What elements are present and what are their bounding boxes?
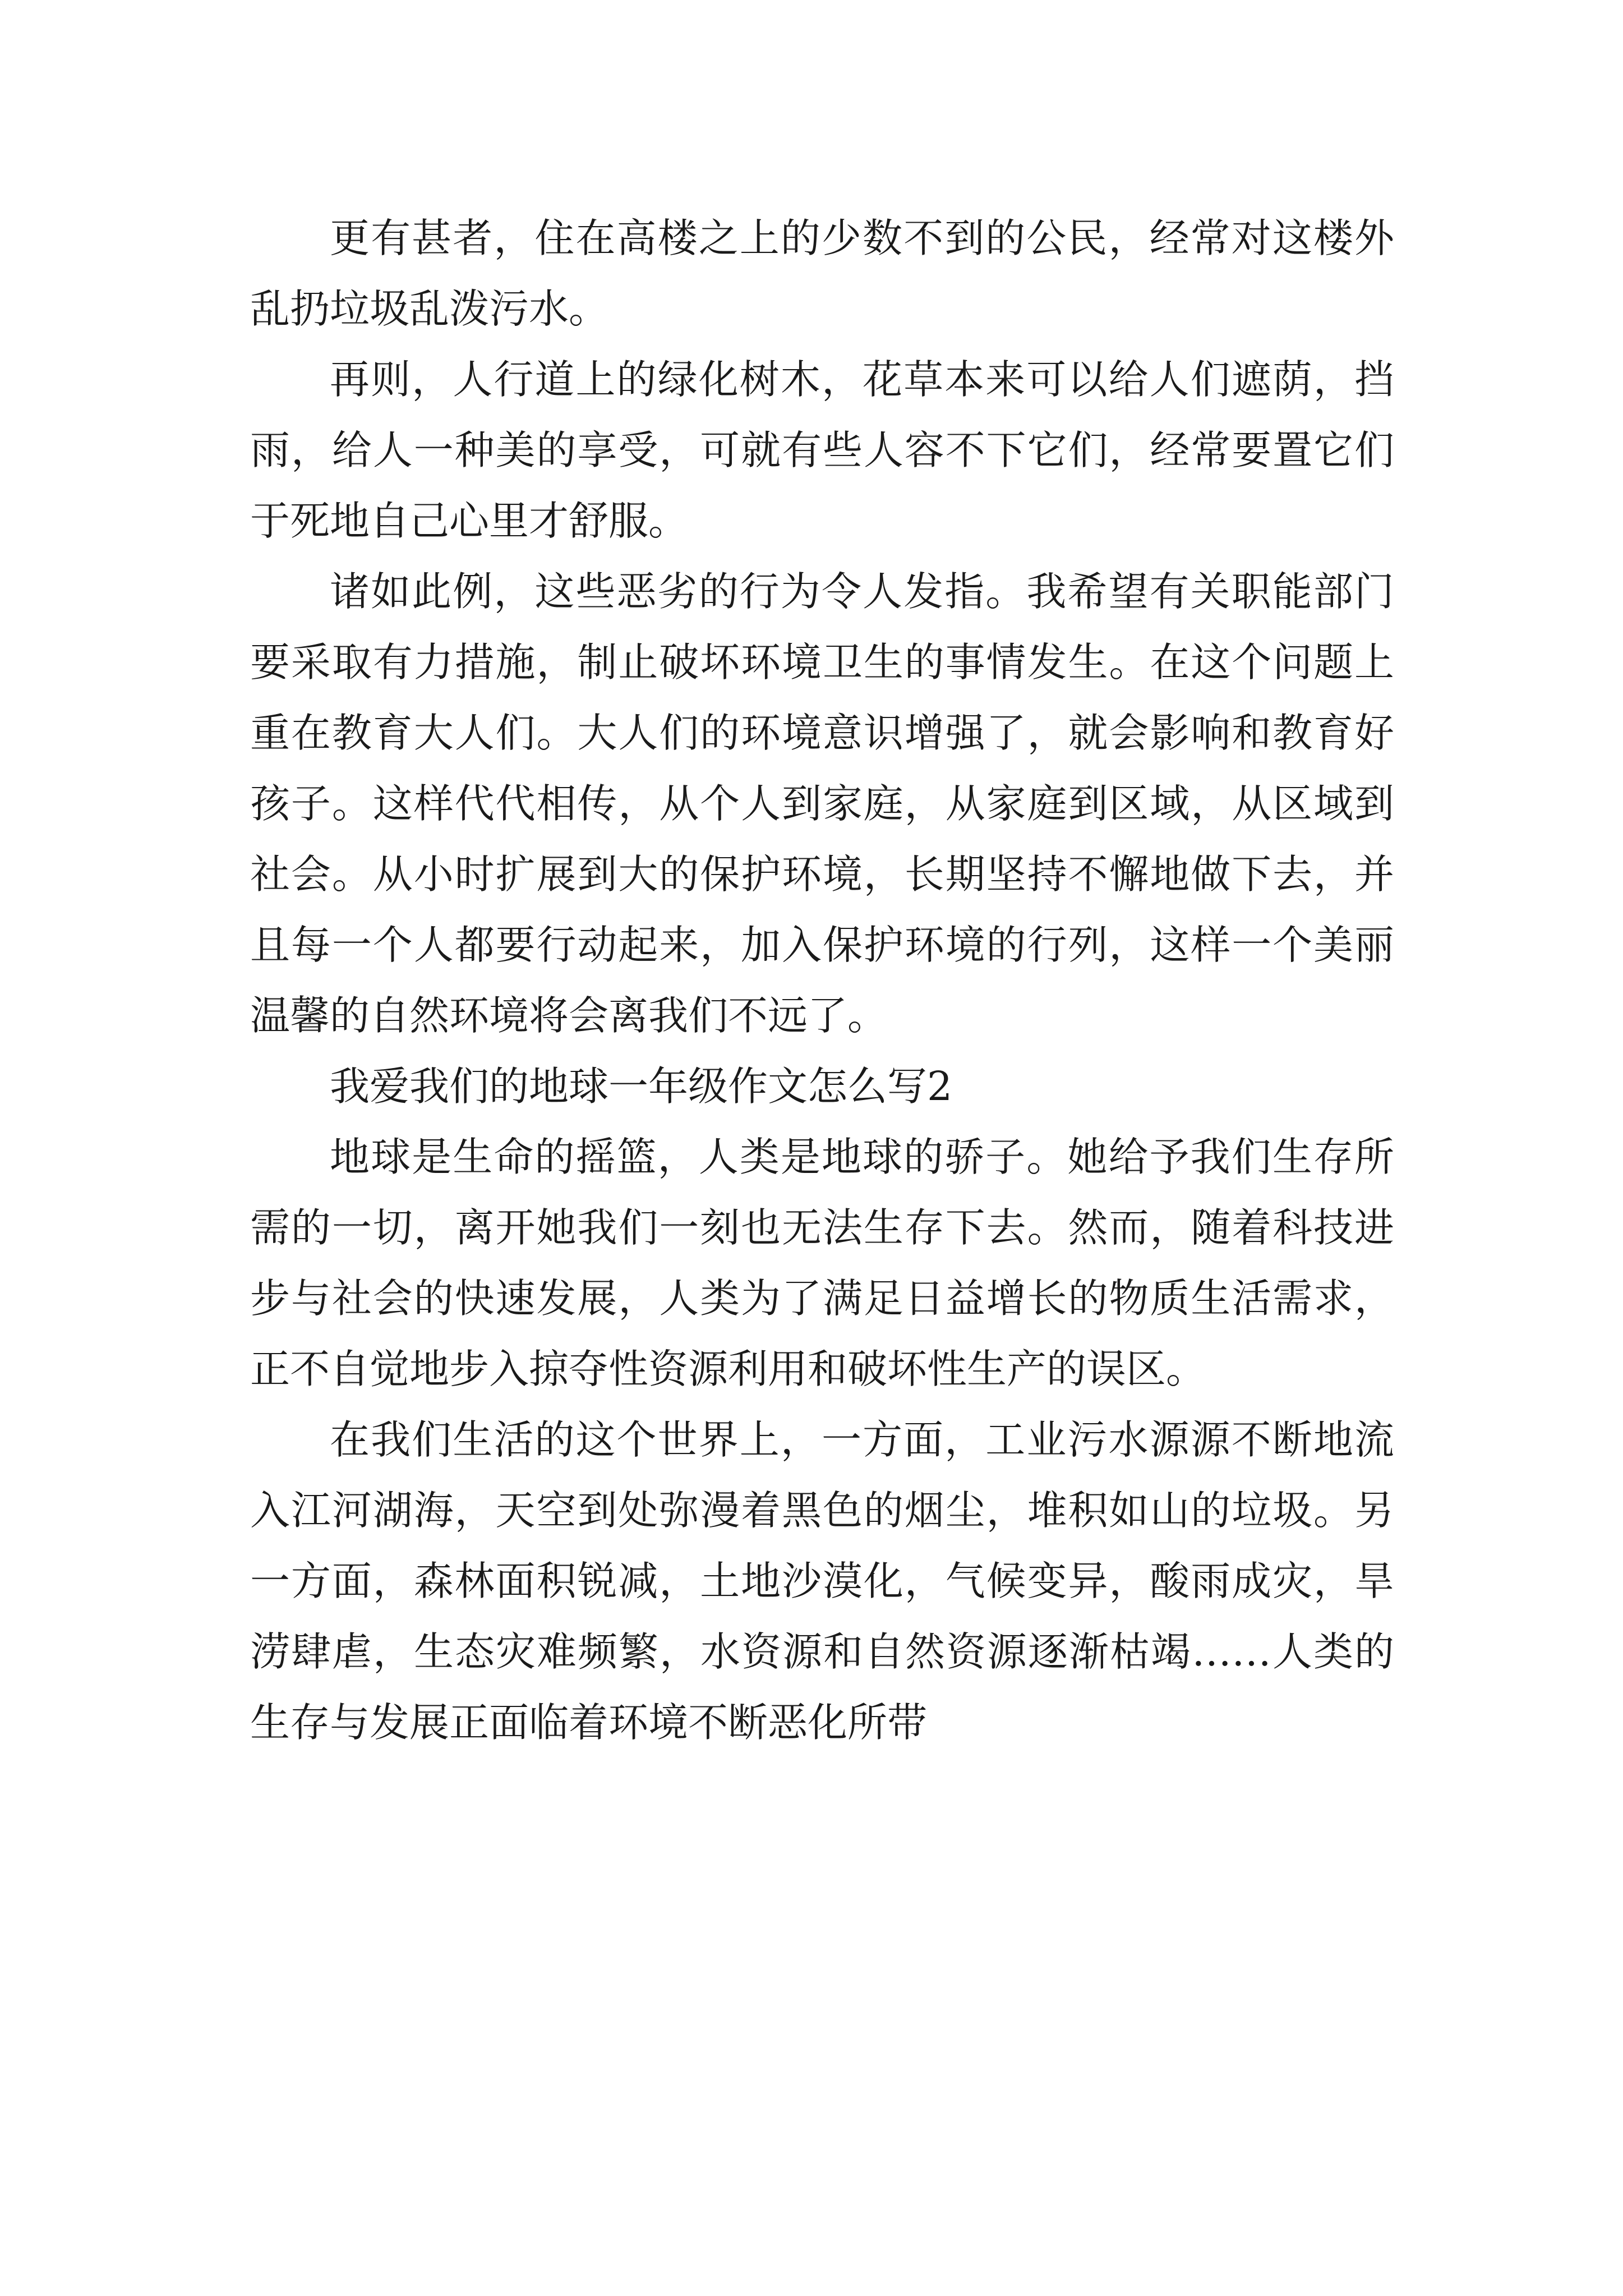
paragraph-3: 诸如此例，这些恶劣的行为令人发指。我希望有关职能部门要采取有力措施，制止破坏环境卫生的事情发生。在这个问题上重在教育大人们。大人们的环境意识增强了，就会影响和教育好孩子。这样代代相传，从个人到家庭，从家庭到区域，从区域到社会。从小时扩展到大的保护环境，长期坚持不懈地做下去，并且每一个人都要行动起来，加入保护环境的行列，这样一个美丽温馨的自然环境将会离我们不远了。 bbox=[250, 568, 1394, 1039]
section-title: 我爱我们的地球一年级作文怎么写2 bbox=[330, 1063, 953, 1110]
paragraph-5: 在我们生活的这个世界上，一方面，工业污水源源不断地流入江河湖海，天空到处弥漫着黑色的烟尘，堆积如山的垃圾。另一方面，森林面积锐减，土地沙漠化，气候变异，酸雨成灾，旱涝肆虐，生态灾难频繁，水资源和自然资源逐渐枯竭……人类的生存与发展正面临着环境不断恶化所带 bbox=[250, 1416, 1394, 1746]
paragraph-1: 更有甚者，住在高楼之上的少数不到的公民，经常对这楼外乱扔垃圾乱泼污水。 bbox=[250, 215, 1394, 332]
paragraph-4: 地球是生命的摇篮，人类是地球的骄子。她给予我们生存所需的一切，离开她我们一刻也无法生存下去。然而，随着科技进步与社会的快速发展，人类为了满足日益增长的物质生活需求，正不自觉地步入掠夺性资源利用和破坏性生产的误区。 bbox=[250, 1134, 1394, 1392]
document-body bbox=[250, 203, 1394, 1758]
paragraph-2: 再则，人行道上的绿化树木，花草本来可以给人们遮荫，挡雨，给人一种美的享受，可就有些人容不下它们，经常要置它们于死地自己心里才舒服。 bbox=[250, 356, 1394, 544]
